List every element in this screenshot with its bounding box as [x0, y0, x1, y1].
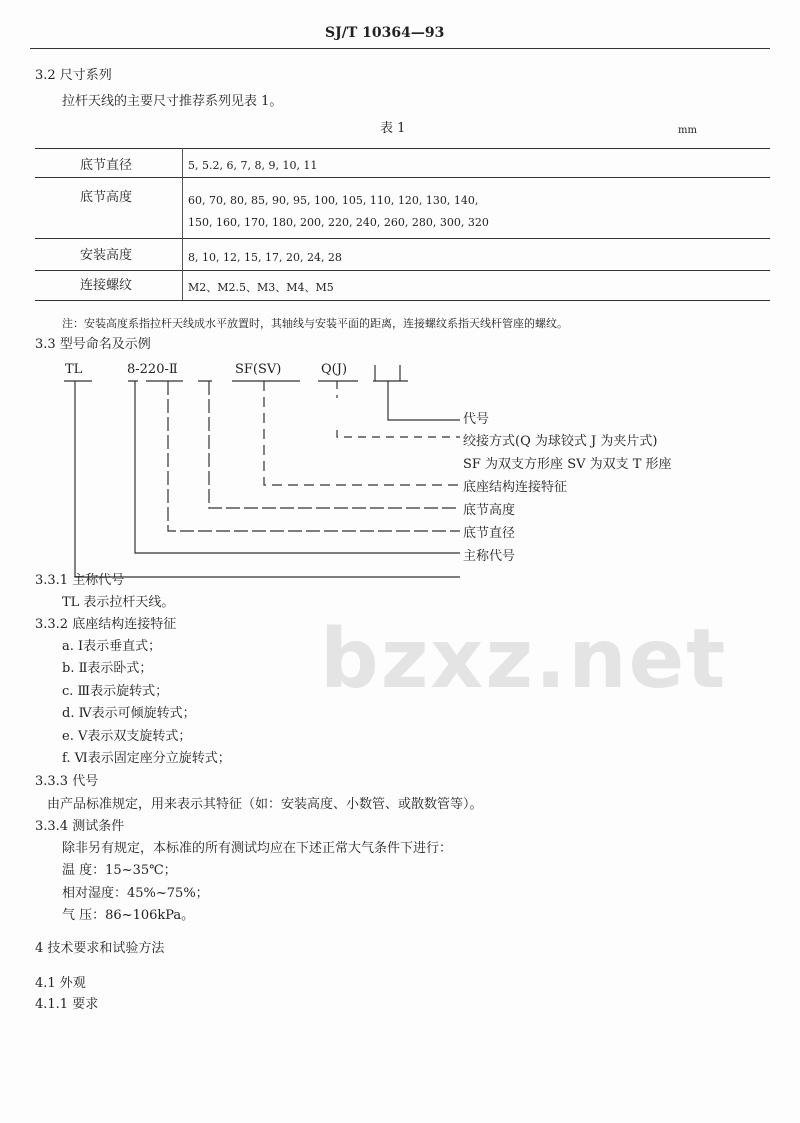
section-3-3-3-title: 3.3.3 代号	[35, 774, 99, 789]
table-cell: 150, 160, 170, 180, 200, 220, 240, 260, 280, 300, 320	[188, 216, 489, 229]
table-row-label: 连接螺纹	[80, 278, 133, 293]
section-3-2-intro: 拉杆天线的主要尺寸推荐系列见表 1。	[62, 94, 283, 109]
table-cell: 5, 5.2, 6, 7, 8, 9, 10, 11	[188, 159, 318, 172]
standard-code-header: SJ/T 10364—93	[325, 25, 445, 41]
label-hinge: 绞接方式(Q 为球铰式 J 为夹片式)	[463, 434, 658, 449]
table-cell: 60, 70, 80, 85, 90, 95, 100, 105, 110, 120, 130, 140,	[188, 194, 479, 207]
code-tl: TL	[65, 362, 83, 377]
section-3-3-title: 3.3 型号命名及示例	[35, 337, 151, 352]
label-diameter: 底节直径	[463, 526, 516, 541]
section-3-2-title: 3.2 尺寸系列	[35, 68, 112, 83]
condition-pressure: 气 压：86~106kPa。	[62, 908, 195, 923]
code-base: SF(SV)	[235, 362, 282, 377]
section-3-3-1-title: 3.3.1 主称代号	[35, 573, 125, 588]
table-cell: M2、M2.5、M3、M4、M5	[188, 281, 334, 294]
list-item: a. Ⅰ表示垂直式；	[62, 639, 162, 654]
section-3-3-3-text: 由产品标准规定，用来表示其特征（如：安装高度、小数管、或散数管等）。	[47, 797, 483, 812]
section-3-3-2-title: 3.3.2 底座结构连接特征	[35, 617, 177, 632]
code-size: 8-220-Ⅱ	[127, 362, 178, 377]
list-item: e. Ⅴ表示双支旋转式；	[62, 729, 192, 744]
code-hinge: Q(J)	[321, 362, 348, 377]
label-code: 代号	[463, 412, 490, 427]
list-item: d. Ⅳ表示可倾旋转式；	[62, 706, 196, 721]
watermark: bzxz.net	[320, 612, 728, 707]
label-main-code: 主称代号	[463, 549, 516, 564]
table-row-label: 底节高度	[80, 190, 133, 205]
section-4-title: 4 技术要求和试验方法	[35, 941, 165, 956]
section-4-1-title: 4.1 外观	[35, 976, 86, 991]
condition-temperature: 温 度：15~35℃；	[62, 863, 177, 878]
section-3-3-4-intro: 除非另有规定，本标准的所有测试均应在下述正常大气条件下进行：	[62, 841, 453, 856]
table-unit: mm	[678, 125, 697, 136]
table-row-label: 底节直径	[80, 158, 133, 173]
section-4-1-1-title: 4.1.1 要求	[35, 997, 99, 1012]
table-cell: 8, 10, 12, 15, 17, 20, 24, 28	[188, 251, 342, 264]
label-base: SF 为双支方形座 SV 为双支 T 形座	[463, 457, 672, 472]
condition-humidity: 相对湿度：45%~75%；	[62, 886, 209, 901]
table-caption: 表 1	[380, 121, 406, 136]
list-item: f. Ⅵ表示固定座分立旋转式；	[62, 751, 231, 766]
list-item: c. Ⅲ表示旋转式；	[62, 684, 169, 699]
section-3-3-1-text: TL 表示拉杆天线。	[62, 595, 175, 610]
table-note: 注：安装高度系指拉杆天线成水平放置时，其轴线与安装平面的距离，连接螺纹系指天线杆管座的螺纹。	[62, 317, 568, 330]
table-row-label: 安装高度	[80, 248, 133, 263]
label-structure: 底座结构连接特征	[463, 480, 568, 495]
section-3-3-4-title: 3.3.4 测试条件	[35, 819, 125, 834]
label-height: 底节高度	[463, 503, 516, 518]
list-item: b. Ⅱ表示卧式；	[62, 661, 153, 676]
